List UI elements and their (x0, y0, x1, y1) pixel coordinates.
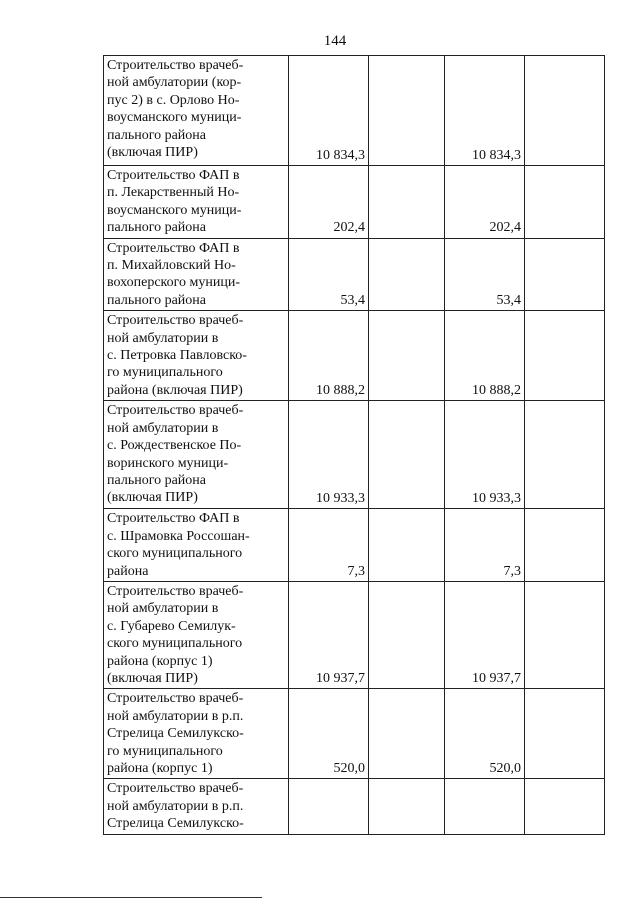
amount-cell: 10 933,3 (445, 401, 525, 509)
object-name-cell: Строительство врачеб- ной амбулатории в р.п. Стрелица Семилукско- го муниципального района (корпус 1) (104, 689, 289, 779)
table-row (104, 581, 605, 688)
table-row (104, 311, 605, 401)
amount-cell (525, 311, 605, 401)
amount-cell (369, 238, 445, 311)
amount-cell: 53,4 (289, 238, 369, 311)
amount-cell: 10 888,2 (289, 311, 369, 401)
amount-cell: 10 933,3 (289, 401, 369, 509)
amount-cell: 202,4 (445, 166, 525, 239)
amount-cell: 10 937,7 (289, 581, 369, 688)
amount-cell: 10 937,7 (445, 581, 525, 688)
amount-cell (289, 779, 369, 834)
amount-cell: 10 888,2 (445, 311, 525, 401)
amount-cell (369, 401, 445, 509)
amount-cell (525, 689, 605, 779)
table-row (104, 689, 605, 779)
table-row (104, 166, 605, 239)
table-row (104, 401, 605, 509)
amount-cell (369, 581, 445, 688)
amount-cell: 10 834,3 (445, 56, 525, 166)
amount-cell (525, 56, 605, 166)
amount-cell (369, 311, 445, 401)
amount-cell (369, 56, 445, 166)
table-row (104, 779, 605, 834)
amount-cell (445, 779, 525, 834)
amount-cell: 520,0 (289, 689, 369, 779)
amount-cell: 520,0 (445, 689, 525, 779)
object-name-cell: Строительство врачеб- ной амбулатории в с. Петровка Павловско- го муниципального района (включая ПИР) (104, 311, 289, 401)
amount-cell: 7,3 (289, 509, 369, 582)
object-name-cell: Строительство врачеб- ной амбулатории (кор- пус 2) в с. Орлово Но- воусманского муници- пального района (включая ПИР) (104, 56, 289, 166)
budget-table (103, 55, 605, 835)
amount-cell (369, 779, 445, 834)
object-name-cell: Строительство ФАП в п. Михайловский Но- вохоперского муници- пального района (104, 238, 289, 311)
object-name-cell: Строительство ФАП в с. Шрамовка Россошан- ского муниципального района (104, 509, 289, 582)
amount-cell (525, 509, 605, 582)
amount-cell (525, 166, 605, 239)
footnote-separator (0, 897, 262, 898)
amount-cell: 53,4 (445, 238, 525, 311)
amount-cell (369, 166, 445, 239)
amount-cell: 202,4 (289, 166, 369, 239)
table-row (104, 509, 605, 582)
amount-cell (525, 779, 605, 834)
amount-cell: 10 834,3 (289, 56, 369, 166)
table-row (104, 56, 605, 166)
object-name-cell: Строительство врачеб- ной амбулатории в с. Рождественское По- воринского муници- пального района (включая ПИР) (104, 401, 289, 509)
table-row (104, 238, 605, 311)
amount-cell (369, 509, 445, 582)
amount-cell (369, 689, 445, 779)
page-number: 144 (323, 33, 347, 49)
object-name-cell: Строительство ФАП в п. Лекарственный Но- воусманского муници- пального района (104, 166, 289, 239)
amount-cell (525, 401, 605, 509)
amount-cell (525, 238, 605, 311)
amount-cell (525, 581, 605, 688)
object-name-cell: Строительство врачеб- ной амбулатории в р.п. Стрелица Семилукско- (104, 779, 289, 834)
object-name-cell: Строительство врачеб- ной амбулатории в с. Губарево Семилук- ского муниципального района (корпус 1) (включая ПИР) (104, 581, 289, 688)
amount-cell: 7,3 (445, 509, 525, 582)
